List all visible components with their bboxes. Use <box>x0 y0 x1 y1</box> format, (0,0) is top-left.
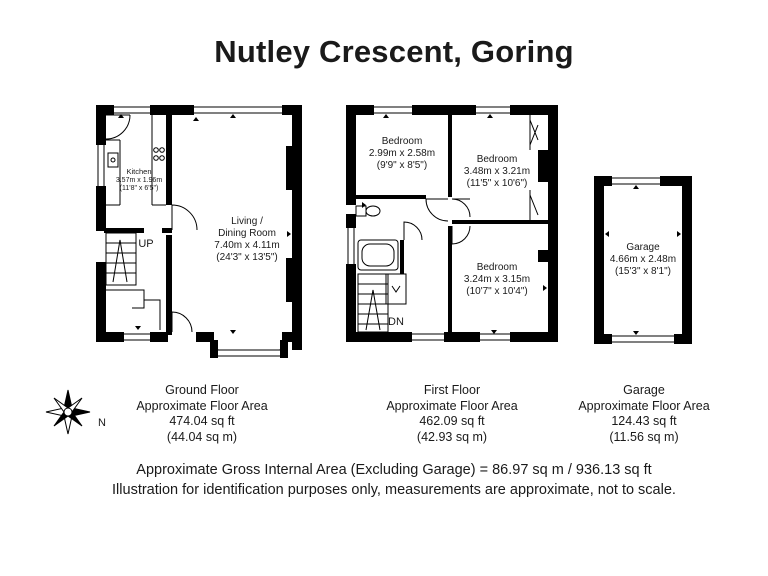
disclaimer-text: Illustration for identification purposes only, measurements are approximate, not to scale. <box>112 482 676 498</box>
living-dims-ft: (24'3" x 13'5") <box>216 252 278 263</box>
garage-dims-m: 4.66m x 2.48m <box>609 254 677 265</box>
gross-area-text: Approximate Gross Internal Area (Excluding Garage) = 86.97 sq m / 936.13 sq ft <box>136 462 652 478</box>
floor-name: First Floor <box>423 383 481 397</box>
floor-area-label: Approximate Floor Area <box>578 398 710 413</box>
garage-caption <box>554 383 734 445</box>
ground-floor-caption <box>112 383 292 445</box>
first-floor-caption <box>362 383 542 445</box>
compass-rose <box>46 390 90 434</box>
living-dims-m: 7.40m x 4.11m <box>214 240 280 251</box>
bedroom1-name: Bedroom <box>381 136 423 147</box>
stairs-up-label: UP <box>138 238 154 250</box>
bedroom1-dims-ft: (9'9" x 8'5") <box>376 160 428 171</box>
floor-area-label: Approximate Floor Area <box>386 398 518 413</box>
floor-area-sqm: (42.93 sq m) <box>416 429 488 444</box>
bedroom3-dims-m: 3.24m x 3.15m <box>463 274 531 285</box>
floor-area-sqm: (11.56 sq m) <box>609 429 679 444</box>
first-floor-plan <box>346 105 558 342</box>
compass-north-label: N <box>98 417 106 429</box>
stairs-down-label: DN <box>388 316 404 328</box>
bedroom1-dims-m: 2.99m x 2.58m <box>368 148 436 159</box>
bedroom2-dims-ft: (11'5" x 10'6") <box>466 178 528 189</box>
plan-title: Nutley Crescent, Goring <box>214 34 574 69</box>
floor-area-sqft: 474.04 sq ft <box>169 414 235 428</box>
kitchen-dims-ft: (11'8" x 6'5") <box>119 185 159 192</box>
floor-area-sqft: 462.09 sq ft <box>419 414 485 428</box>
floor-area-sqft: 124.43 sq ft <box>611 414 677 428</box>
bedroom2-name: Bedroom <box>476 154 518 165</box>
living-name-line2: Dining Room <box>218 228 276 239</box>
floor-area-label: Approximate Floor Area <box>136 398 268 413</box>
first-floor-walls <box>346 105 558 342</box>
kitchen-dims-m: 3.57m x 1.96m <box>115 177 163 184</box>
floor-name: Ground Floor <box>165 383 239 397</box>
bedroom2-dims-m: 3.48m x 3.21m <box>463 166 531 177</box>
garage-dims-ft: (15'3" x 8'1") <box>615 266 671 277</box>
floor-name: Garage <box>623 383 665 397</box>
living-name-line1: Living / <box>231 216 263 227</box>
bedroom3-dims-ft: (10'7" x 10'4") <box>466 286 528 297</box>
garage-name: Garage <box>626 242 660 253</box>
floor-area-sqm: (44.04 sq m) <box>166 429 238 444</box>
bedroom3-name: Bedroom <box>476 262 518 273</box>
kitchen-name: Kitchen <box>126 167 152 176</box>
